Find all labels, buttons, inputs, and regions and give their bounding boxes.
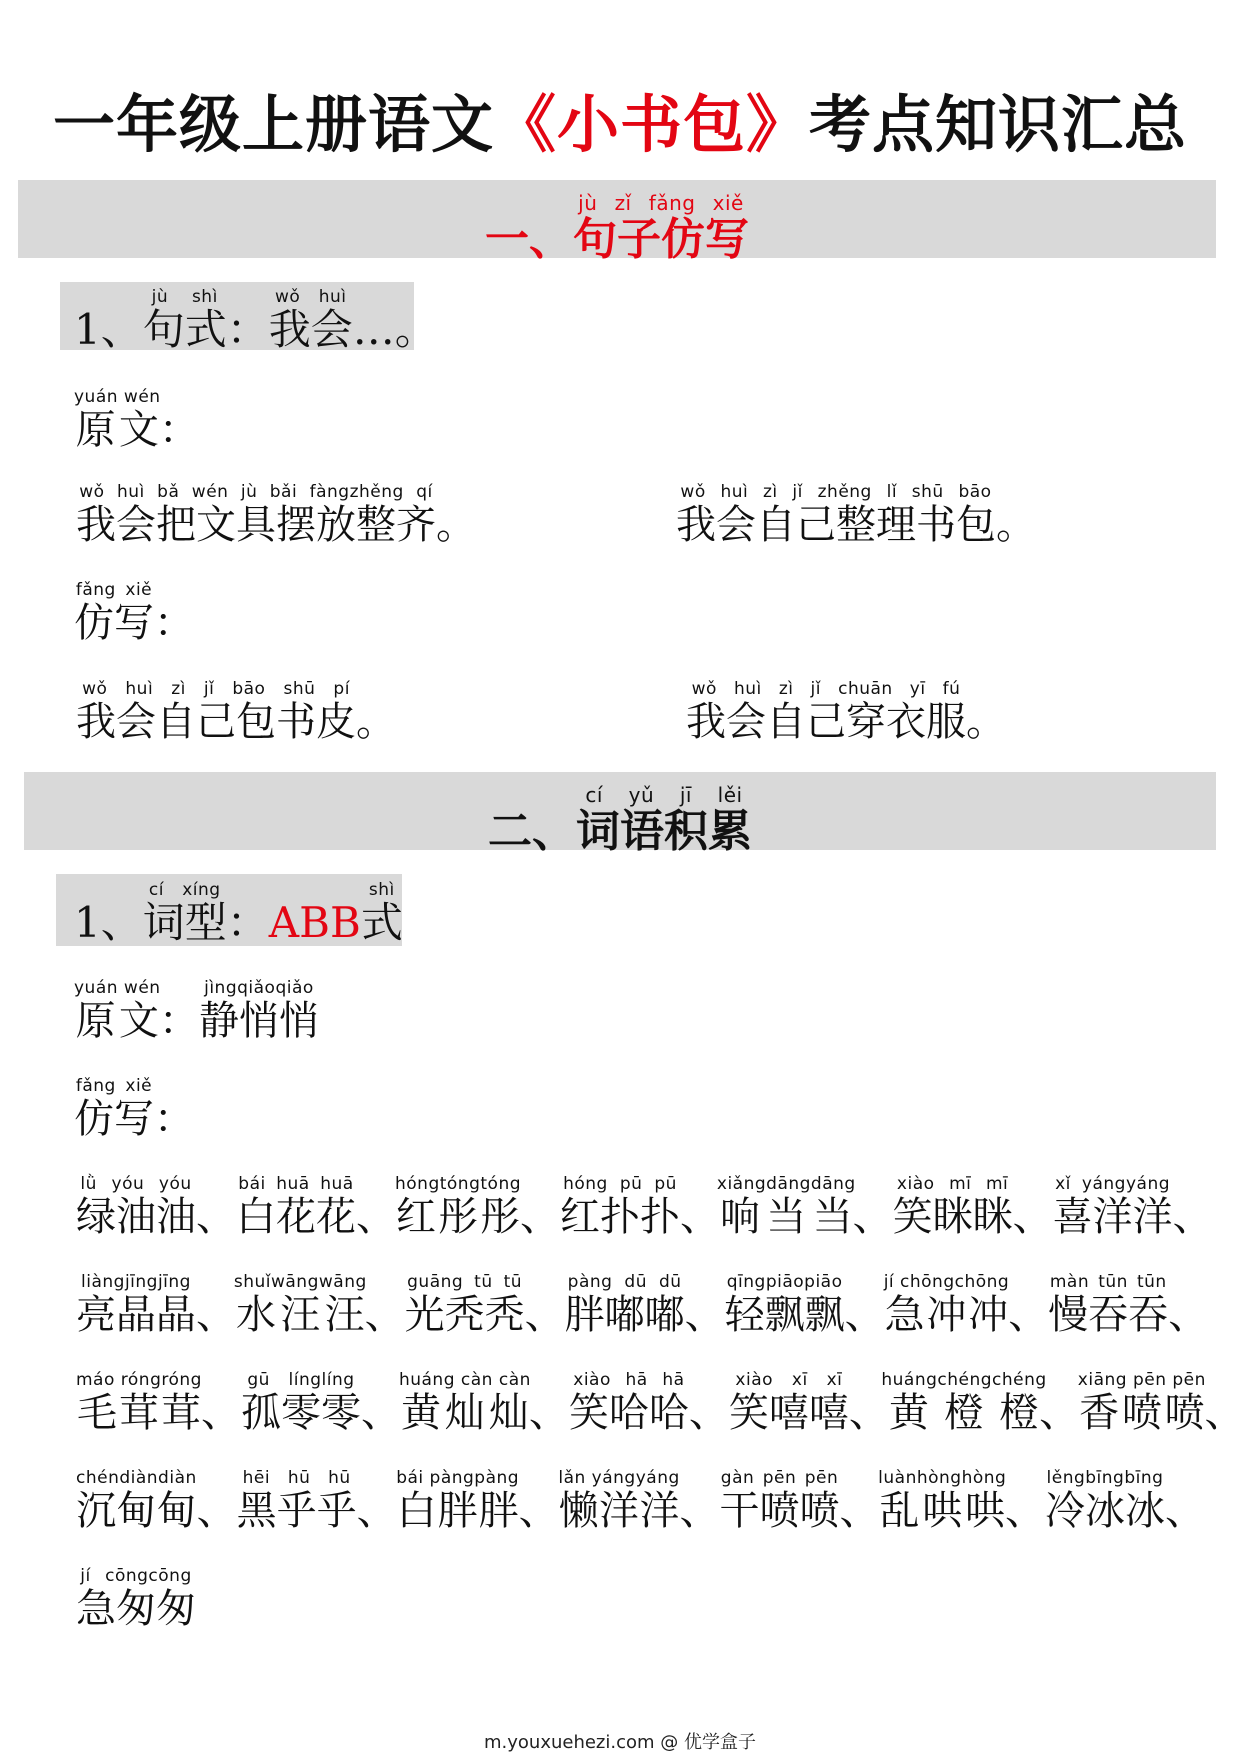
word-row-1 — [76, 1176, 1213, 1239]
annotated-text — [76, 482, 436, 548]
pinyin-annotation: bái pàngpàng — [396, 1468, 520, 1488]
hanzi-text: 干喷喷 — [719, 1488, 840, 1534]
section-1-original-sentence-1 — [76, 484, 476, 547]
plain-text: 1、 — [74, 898, 143, 947]
pinyin-annotation: xiào mī mī — [892, 1174, 1013, 1194]
plain-text: 。 — [436, 502, 476, 548]
annotated-text — [76, 1272, 196, 1338]
annotated-text — [240, 1370, 361, 1436]
hanzi-text: 我会自己穿衣服 — [686, 699, 966, 745]
annotated-text — [233, 1272, 367, 1338]
section-2-original-label — [74, 980, 319, 1043]
plain-text: ： — [158, 407, 199, 453]
plain-text: 、 — [848, 1390, 889, 1436]
pinyin-annotation: luànhònghòng — [878, 1468, 1007, 1488]
hanzi-text: 我会把文具摆放整齐 — [76, 502, 436, 548]
section-1-header — [18, 180, 1216, 265]
plain-text: 、 — [688, 1390, 729, 1436]
section-2-imitate-label — [74, 1078, 194, 1141]
plain-text: ： — [154, 600, 194, 646]
annotated-text — [76, 1370, 202, 1436]
hanzi-text: 响当当 — [716, 1194, 856, 1240]
pinyin-annotation: gàn pēn pēn — [719, 1468, 840, 1488]
pinyin-annotation: chéndiàndiàn — [76, 1468, 197, 1488]
hanzi-text: 仿写 — [74, 600, 154, 646]
hanzi-text: 白胖胖 — [396, 1488, 520, 1534]
pinyin-annotation: yuán wén — [74, 978, 161, 998]
pinyin-annotation: jù zǐ fǎng xiě — [573, 191, 749, 215]
annotated-text — [568, 1370, 689, 1436]
plain-text: …。 — [352, 305, 437, 354]
section-1-original-sentence-2 — [676, 484, 1036, 547]
word-row-5 — [76, 1568, 196, 1631]
hanzi-text: 亮晶晶 — [76, 1292, 196, 1338]
hanzi-text: 式 — [360, 898, 403, 947]
annotated-text — [1044, 1468, 1165, 1534]
word-row-2 — [76, 1274, 1208, 1337]
hanzi-text: 胖嘟嘟 — [564, 1292, 685, 1338]
hanzi-text: 香喷喷 — [1077, 1390, 1206, 1436]
annotated-text — [198, 978, 319, 1044]
section-1-imitate-sentence-1 — [76, 681, 396, 744]
hanzi-text: 光秃秃 — [404, 1292, 525, 1338]
pinyin-annotation: huángchéngchéng — [881, 1370, 1047, 1390]
pinyin-annotation: bái huā huā — [236, 1174, 356, 1194]
plain-text: ： — [226, 305, 269, 354]
pinyin-annotation: wǒ huì — [268, 287, 353, 307]
pinyin-annotation: jù shì — [142, 287, 227, 307]
annotated-text — [892, 1174, 1013, 1240]
hanzi-text: 冷冰冰 — [1044, 1488, 1165, 1534]
hanzi-text: 红扑扑 — [560, 1194, 681, 1240]
hanzi-text: 笑嘻嘻 — [728, 1390, 849, 1436]
hanzi-text: 黄灿灿 — [398, 1390, 531, 1436]
plain-text: 、 — [524, 1292, 565, 1338]
plain-text: 、 — [518, 1488, 559, 1534]
plain-text: 、 — [680, 1194, 721, 1240]
pinyin-annotation: fǎng xiě — [74, 1076, 154, 1096]
annotated-text — [724, 1272, 845, 1338]
plain-text: 、 — [520, 1194, 561, 1240]
annotated-text — [1077, 1370, 1206, 1436]
annotated-text — [1052, 1174, 1173, 1240]
section-1-imitate-label — [74, 582, 194, 645]
section-1-original-label — [74, 389, 199, 452]
annotated-text — [728, 1370, 849, 1436]
hanzi-text: 喜洋洋 — [1052, 1194, 1173, 1240]
pinyin-annotation: guāng tū tū — [404, 1272, 525, 1292]
hanzi-text: 懒洋洋 — [558, 1488, 680, 1534]
annotated-text — [686, 679, 966, 745]
pinyin-annotation: xiào hā hā — [568, 1370, 689, 1390]
annotated-text — [883, 1272, 1010, 1338]
section-1-title — [18, 191, 1216, 265]
hanzi-text: 原文 — [74, 407, 161, 453]
pinyin-annotation: huáng càn càn — [398, 1370, 531, 1390]
plain-text: 、 — [1008, 1292, 1049, 1338]
pinyin-annotation: qīngpiāopiāo — [724, 1272, 845, 1292]
pinyin-annotation: cí yǔ jī lěi — [576, 783, 752, 807]
section-2-subheading — [74, 882, 403, 946]
annotated-text — [142, 287, 227, 354]
plain-text: 。 — [356, 699, 396, 745]
hanzi-text: 轻飘飘 — [724, 1292, 845, 1338]
pinyin-annotation: jí chōngchōng — [883, 1272, 1010, 1292]
plain-text: 、 — [360, 1390, 401, 1436]
pinyin-annotation: wǒ huì zì jǐ chuān yī fú — [686, 679, 966, 699]
annotated-text — [404, 1272, 525, 1338]
hanzi-text: 词型 — [142, 898, 227, 947]
plain-text: ： — [226, 898, 269, 947]
pinyin-annotation: xiāng pēn pēn — [1077, 1370, 1206, 1390]
hanzi-text: 乱哄哄 — [878, 1488, 1007, 1534]
hanzi-text: 急冲冲 — [883, 1292, 1010, 1338]
hanzi-text: 红彤彤 — [395, 1194, 522, 1240]
pinyin-annotation: cí xíng — [142, 880, 227, 900]
annotated-text — [560, 1174, 681, 1240]
pinyin-annotation: lěngbīngbīng — [1044, 1468, 1165, 1488]
hanzi-text: 句式 — [142, 305, 227, 354]
plain-text: 一、 — [485, 214, 573, 265]
section-1-imitate-sentence-2 — [686, 681, 1006, 744]
page-title — [0, 88, 1240, 162]
annotated-text — [74, 978, 161, 1044]
pinyin-annotation: hēi hū hū — [236, 1468, 357, 1488]
section-2-header — [24, 772, 1216, 857]
hanzi-text: 急匆匆 — [76, 1586, 196, 1632]
annotated-text — [716, 1174, 856, 1240]
plain-text: 二、 — [488, 806, 576, 857]
hanzi-text: 句子仿写 — [573, 214, 749, 265]
pinyin-annotation: fǎng xiě — [74, 580, 154, 600]
annotated-text — [236, 1468, 357, 1534]
pinyin-annotation: jìngqiǎoqiǎo — [198, 978, 319, 998]
annotated-text — [74, 387, 161, 453]
annotated-text — [236, 1174, 356, 1240]
annotated-text — [573, 191, 749, 265]
annotated-text — [564, 1272, 685, 1338]
annotated-text — [676, 482, 996, 548]
pinyin-annotation: wǒ huì bǎ wén jù bǎi fàngzhěng qí — [76, 482, 436, 502]
pinyin-annotation: xǐ yángyáng — [1052, 1174, 1173, 1194]
title-part-3: 考点知识汇总 — [809, 88, 1188, 161]
hanzi-text: 我会 — [268, 305, 353, 354]
annotated-text — [74, 1076, 154, 1142]
pinyin-annotation: shuǐwāngwāng — [233, 1272, 367, 1292]
annotated-text — [396, 1468, 520, 1534]
annotated-text — [398, 1370, 531, 1436]
hanzi-text: 毛茸茸 — [76, 1390, 202, 1436]
hanzi-text: 静悄悄 — [198, 998, 319, 1044]
plain-text: ： — [154, 1096, 194, 1142]
annotated-text — [76, 1566, 196, 1632]
plain-text: 、 — [839, 1488, 880, 1534]
annotated-text — [142, 880, 227, 947]
annotated-text — [576, 783, 752, 857]
hanzi-text: 白花花 — [236, 1194, 356, 1240]
annotated-text — [719, 1468, 840, 1534]
pinyin-annotation: wǒ huì zì jǐ bāo shū pí — [76, 679, 356, 699]
plain-text: 、 — [844, 1292, 885, 1338]
plain-text: ABB — [268, 898, 361, 947]
plain-text: 、 — [1168, 1292, 1209, 1338]
pinyin-annotation: máo róngróng — [76, 1370, 202, 1390]
pinyin-annotation: xiào xī xī — [728, 1370, 849, 1390]
hanzi-text: 我会自己整理书包 — [676, 502, 996, 548]
hanzi-text: 黑乎乎 — [236, 1488, 357, 1534]
annotated-text — [881, 1370, 1047, 1436]
hanzi-text: 笑哈哈 — [568, 1390, 689, 1436]
plain-text: 、 — [684, 1292, 725, 1338]
footer-source: m.youxuehezi.com @ 优学盒子 — [483, 1732, 756, 1753]
pinyin-annotation: pàng dū dū — [564, 1272, 685, 1292]
section-1-subheading — [74, 289, 437, 353]
pinyin-annotation: lǜ yóu yóu — [76, 1174, 196, 1194]
hanzi-text: 绿油油 — [76, 1194, 196, 1240]
hanzi-text: 沉甸甸 — [76, 1488, 197, 1534]
title-part-2: 《小书包》 — [493, 88, 809, 161]
word-row-4 — [76, 1470, 1205, 1533]
plain-text: 、 — [1012, 1194, 1053, 1240]
hanzi-text: 仿写 — [74, 1096, 154, 1142]
plain-text: 、 — [1004, 1488, 1045, 1534]
annotated-text — [268, 287, 353, 354]
pinyin-annotation: hóngtóngtóng — [395, 1174, 522, 1194]
plain-text: 、 — [364, 1292, 405, 1338]
pinyin-annotation: xiǎngdāngdāng — [716, 1174, 856, 1194]
hanzi-text: 我会自己包书皮 — [76, 699, 356, 745]
pinyin-annotation: jí cōngcōng — [76, 1566, 196, 1586]
plain-text: 、 — [1172, 1194, 1213, 1240]
plain-text: 、 — [852, 1194, 893, 1240]
annotated-text — [558, 1468, 680, 1534]
plain-text: 、 — [196, 1292, 236, 1338]
section-2-title — [24, 783, 1216, 857]
pinyin-annotation: gū línglíng — [240, 1370, 361, 1390]
plain-text: 、 — [356, 1194, 396, 1240]
annotated-text — [395, 1174, 522, 1240]
annotated-text — [74, 580, 154, 646]
hanzi-text: 原文 — [74, 998, 161, 1044]
title-part-1: 一年级上册语文 — [52, 88, 494, 161]
pinyin-annotation: màn tūn tūn — [1048, 1272, 1169, 1292]
hanzi-text: 词语积累 — [576, 806, 752, 857]
annotated-text — [76, 679, 356, 745]
pinyin-annotation: hóng pū pū — [560, 1174, 681, 1194]
plain-text: 、 — [356, 1488, 397, 1534]
pinyin-annotation: yuán wén — [74, 387, 161, 407]
plain-text: 、 — [679, 1488, 720, 1534]
pinyin-annotation: shì — [360, 880, 403, 900]
annotated-text — [878, 1468, 1007, 1534]
plain-text: 、 — [1164, 1488, 1205, 1534]
plain-text: 、 — [528, 1390, 569, 1436]
plain-text: 、 — [1204, 1390, 1245, 1436]
hanzi-text: 慢吞吞 — [1048, 1292, 1169, 1338]
annotated-text — [360, 880, 403, 947]
plain-text: 、 — [196, 1488, 237, 1534]
plain-text: 、 — [196, 1194, 236, 1240]
hanzi-text: 笑眯眯 — [892, 1194, 1013, 1240]
word-row-3 — [76, 1372, 1245, 1435]
hanzi-text: 水汪汪 — [233, 1292, 367, 1338]
pinyin-annotation: lǎn yángyáng — [558, 1468, 680, 1488]
plain-text: 。 — [966, 699, 1006, 745]
pinyin-annotation: wǒ huì zì jǐ zhěng lǐ shū bāo — [676, 482, 996, 502]
hanzi-text: 黄橙橙 — [881, 1390, 1047, 1436]
annotated-text — [1048, 1272, 1169, 1338]
plain-text: 、 — [200, 1390, 241, 1436]
hanzi-text: 孤零零 — [240, 1390, 361, 1436]
pinyin-annotation: liàngjīngjīng — [76, 1272, 196, 1292]
annotated-text — [76, 1174, 196, 1240]
plain-text: 1、 — [74, 305, 143, 354]
plain-text: 。 — [996, 502, 1036, 548]
annotated-text — [76, 1468, 197, 1534]
plain-text: ： — [158, 998, 199, 1044]
plain-text: 、 — [1039, 1390, 1080, 1436]
